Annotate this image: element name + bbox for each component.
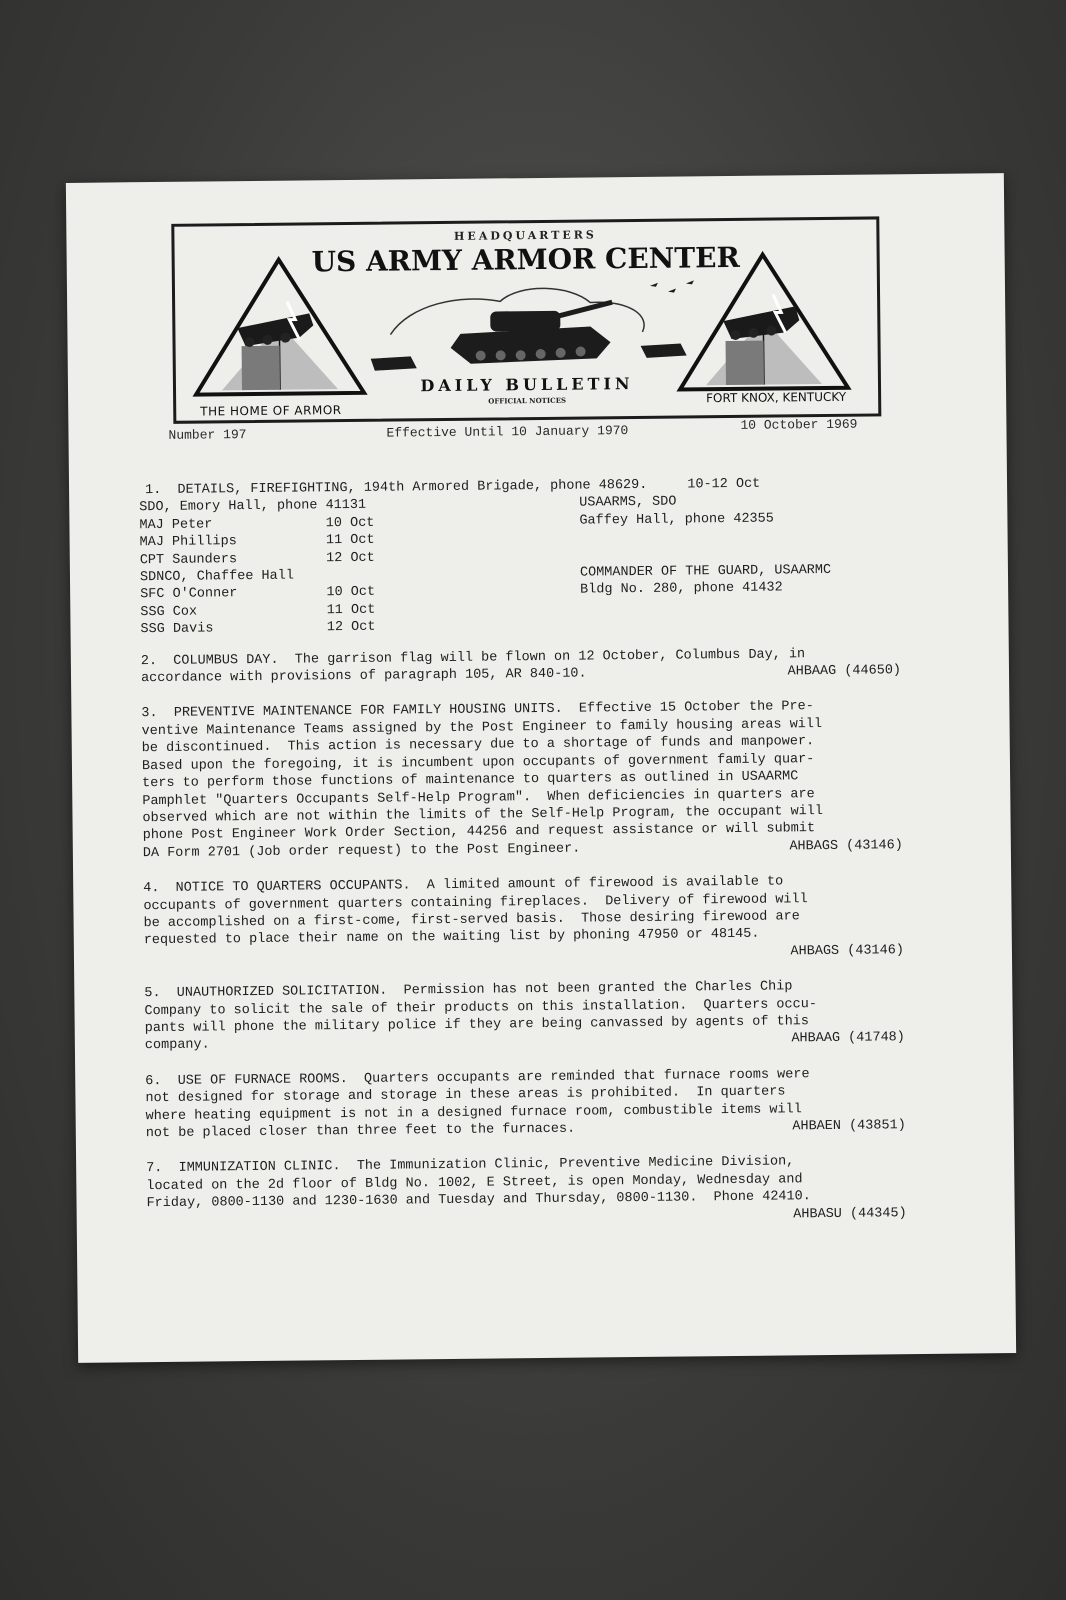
notice-text: pants will phone the military police if they are being canvassed by agents of this (144, 1014, 810, 1037)
notice-text: not be placed closer than three feet to the furnaces. (145, 1121, 576, 1142)
tank-illustration-icon (350, 271, 711, 375)
notices-list (141, 645, 917, 1230)
bulletin-page (66, 173, 1016, 1363)
daily-bulletin-label: DAILY BULLETIN (420, 374, 634, 396)
roster-line-left: SDNCO, Chaffee Hall (139, 568, 294, 586)
notice-text: Pamphlet "Quarters Occupants Self-Help Program". When deficiencies in quarters are (142, 786, 815, 809)
roster-line-left: SSG Davis 12 Oct (140, 619, 376, 638)
office-code: AHBAGS (43146) (789, 837, 903, 855)
notice-text: 2. COLUMBUS DAY. The garrison flag will be flown on 12 October, Columbus Day, in (140, 646, 806, 669)
roster-line-right: COMMANDER OF THE GUARD, USAARMC (579, 562, 832, 581)
notice-text: observed which are not within the limits of the Self-Help Program, the occupant will (142, 803, 824, 827)
roster-line-right: USAARMS, SDO (579, 494, 677, 511)
notice-paragraph (141, 645, 911, 688)
masthead-title: US ARMY ARMOR CENTER (311, 240, 740, 279)
notice-paragraph (141, 698, 913, 863)
roster-line-right: Gaffey Hall, phone 42355 (579, 511, 774, 529)
notice-paragraph (146, 1152, 917, 1230)
notice-paragraph (143, 872, 914, 967)
roster-line-left: MAJ Peter 10 Oct (139, 515, 375, 534)
notice-text: Company to solicit the sale of their products on this installation. Quarters occu- (144, 996, 817, 1019)
roster-line-left: SFC O'Conner 10 Oct (140, 585, 376, 603)
office-code: AHBAAG (44650) (787, 663, 902, 680)
notice-text: 7. IMMUNIZATION CLINIC. The Immunization Clinic, Preventive Medicine Division, (146, 1154, 795, 1177)
headquarters-label: HEADQUARTERS (453, 228, 597, 243)
notice-text: occupants of government quarters containing fireplaces. Delivery of firewood will (143, 891, 808, 914)
notice-text: ters to perform those functions of maintenance to quarters as outlined in USAARMC (142, 769, 799, 792)
notice-text: accordance with provisions of paragraph 105, AR 840-10. (140, 666, 587, 687)
official-notices-label: OFFICIAL NOTICES (488, 395, 567, 406)
notice-text: phone Post Engineer Work Order Section, 44256 and request assistance or will submit (142, 821, 816, 844)
roster-line-right: Bldg No. 280, phone 41432 (580, 580, 783, 599)
effective-until: Effective Until 10 January 1970 (386, 423, 629, 441)
office-code: AHBAEN (43851) (792, 1118, 906, 1135)
bulletin-number: Number 197 (168, 427, 247, 443)
notice-text: where heating equipment is not in a designed furnace room, combustible items will (145, 1101, 802, 1124)
notice-paragraph (145, 1065, 916, 1143)
notice-text: 6. USE OF FURNACE ROOMS. Quarters occupants are reminded that furnace rooms were (145, 1066, 810, 1089)
bulletin-date: 10 October 1969 (740, 416, 858, 433)
roster-line-left: SDO, Emory Hall, phone 41131 (139, 498, 367, 516)
notice-text: ventive Maintenance Teams assigned by the Post Engineer to family housing areas will (141, 716, 823, 740)
office-code: AHBASU (44345) (793, 1205, 907, 1223)
roster-line-left: MAJ Phillips 11 Oct (139, 532, 375, 551)
notice-text: 3. PREVENTIVE MAINTENANCE FOR FAMILY HOUSING UNITS. Effective 15 October the Pre- (141, 699, 814, 722)
notice-text: requested to place their name on the waiting list by phoning 47950 or 48145. (143, 927, 760, 949)
roster-line-left: SSG Cox 11 Oct (140, 602, 376, 621)
notice-paragraph (144, 977, 915, 1055)
notice-text: Friday, 0800-1130 and 1230-1630 and Tuesday and Thursday, 0800-1130. Phone 42410. (146, 1189, 811, 1212)
home-of-armor-label: THE HOME OF ARMOR (200, 403, 342, 419)
masthead (171, 216, 881, 423)
roster-line-left: CPT Saunders 12 Oct (139, 550, 375, 568)
notice-text: located on the 2d floor of Bldg No. 1002, E Street, is open Monday, Wednesday and (146, 1172, 803, 1194)
section-1-date-range: 10-12 Oct (687, 476, 761, 493)
notice-text: Based upon the foregoing, it is incumbent upon occupants of government family quar- (141, 751, 815, 774)
notice-text: company. (144, 1037, 210, 1054)
notice-text: be accomplished on a first-come, first-served basis. Those desiring firewood are (143, 909, 800, 932)
office-code: AHBAGS (43146) (790, 942, 905, 960)
section-1 (139, 474, 911, 639)
duty-roster-left (139, 495, 580, 639)
location-label: FORT KNOX, KENTUCKY (706, 389, 847, 406)
notice-text: not designed for storage and storage in these areas is prohibited. In quarters (145, 1084, 786, 1107)
section-1-heading: 1. DETAILS, FIREFIGHTING, 194th Armored Brigade, phone 48629. (144, 477, 648, 499)
notice-text: 4. NOTICE TO QUARTERS OCCUPANTS. A limited amount of firewood is available to (143, 874, 784, 897)
notice-text: be discontinued. This action is necessary due to a shortage of funds and manpower. (141, 734, 815, 757)
bulletin-body (139, 474, 917, 1248)
duty-roster-right (579, 492, 832, 634)
notice-text: DA Form 2701 (Job order request) to the Post Engineer. (142, 841, 581, 861)
office-code: AHBAAG (41748) (791, 1030, 905, 1047)
notice-text: 5. UNAUTHORIZED SOLICITATION. Permission has not been granted the Charles Chip (144, 979, 793, 1002)
